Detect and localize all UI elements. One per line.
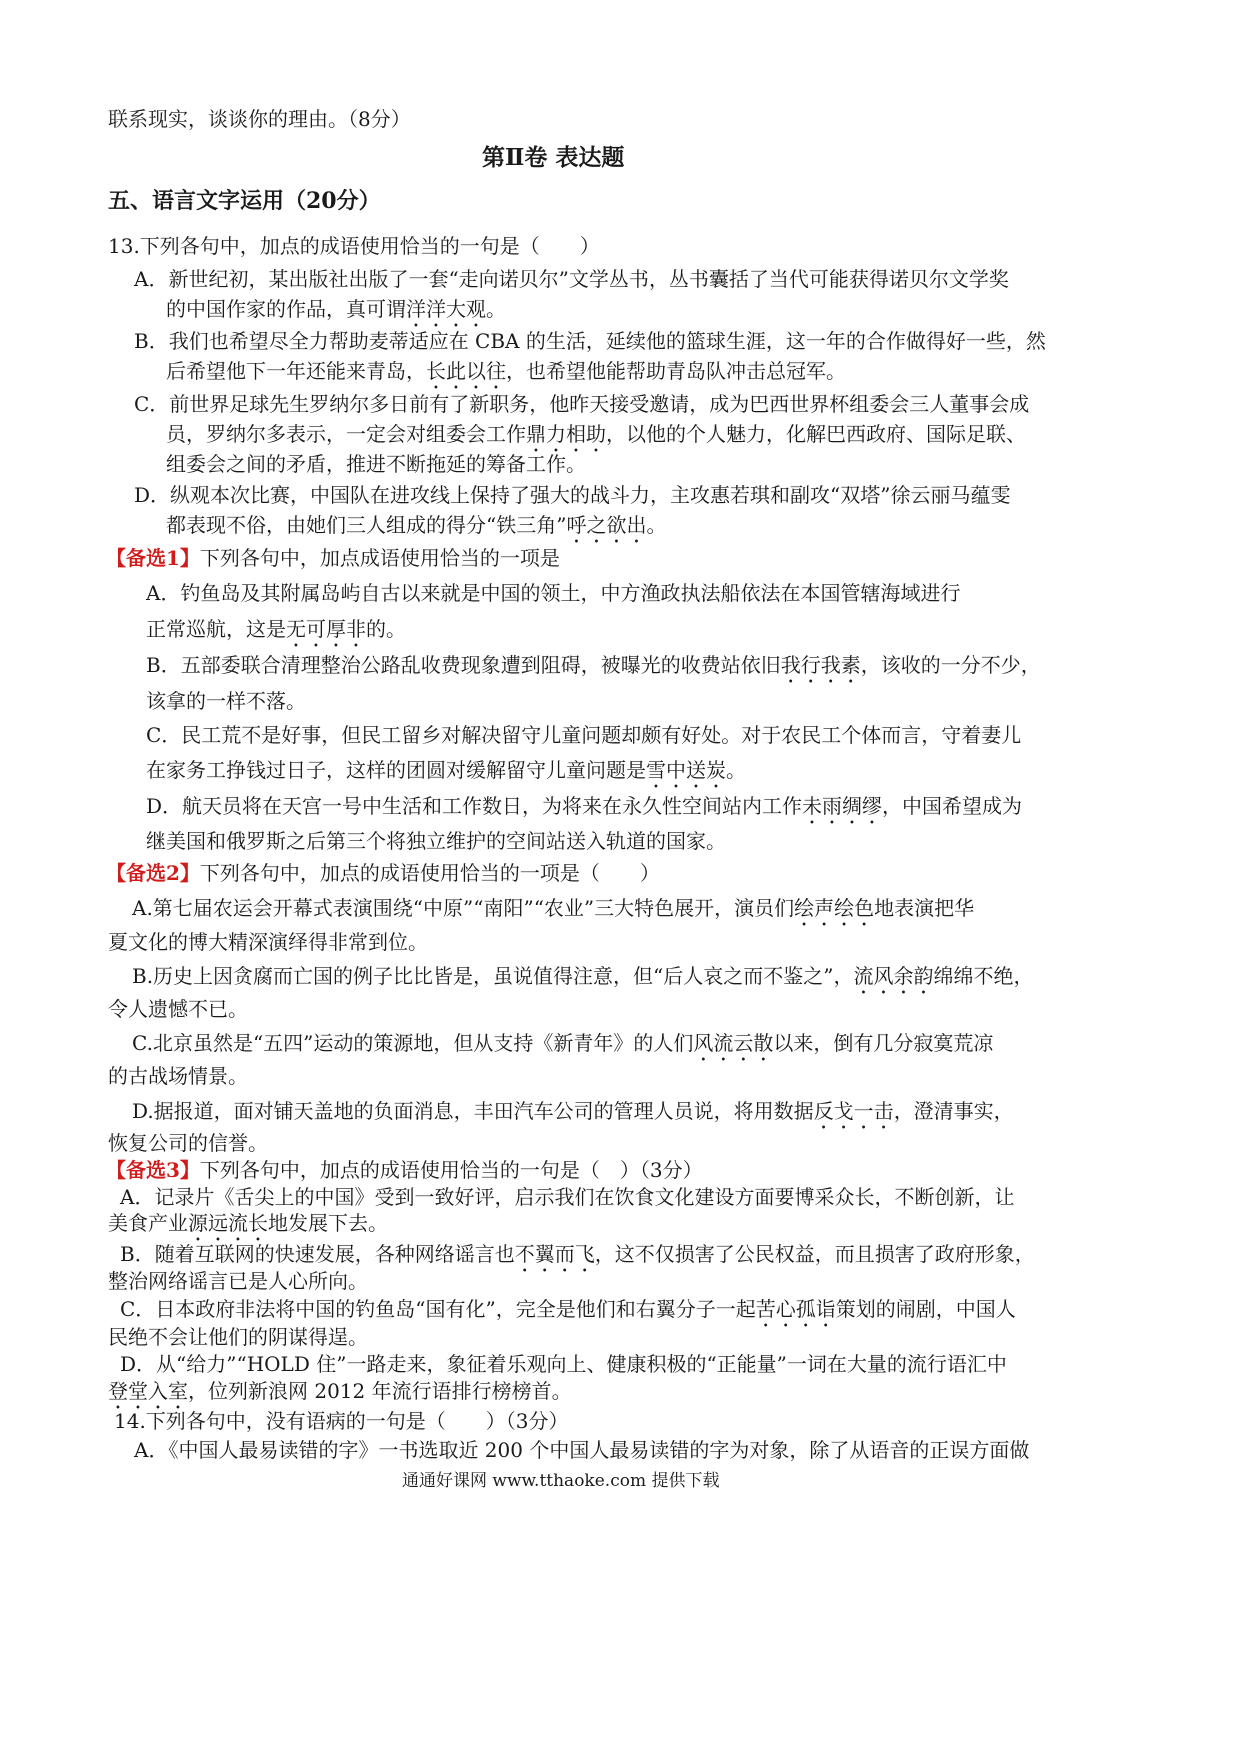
dotted-idiom: 未雨绸缪 xyxy=(802,794,883,818)
q13-option-c-line1: C．前世界足球先生罗纳尔多日前有了新职务，他昨天接受邀请，成为巴西世界杯组委会三人董事会成 xyxy=(134,392,1030,416)
alt3-option-d-line1: D．从“给力”“HOLD 住”一路走来，象征着乐观向上、健康积极的“正能量”一词在大量的流行语汇中 xyxy=(120,1352,1007,1376)
alt2-option-b-line2: 令人遗憾不已。 xyxy=(108,997,248,1021)
alt2-option-b-line1: B.历史上因贪腐而亡国的例子比比皆是，虽说值得注意，但“后人哀之而不鉴之”，流风余韵绵绵不绝， xyxy=(132,964,1034,988)
dotted-idiom: 反戈一击 xyxy=(813,1099,894,1123)
part5-heading: 五、语言文字运用（20分） xyxy=(108,188,381,214)
alt2-option-a-line2: 夏文化的博大精深演绎得非常到位。 xyxy=(108,930,428,954)
alt2-option-c-line1: C.北京虽然是“五四”运动的策源地，但从支持《新青年》的人们风流云散以来，倒有几分寂寞荒凉 xyxy=(132,1031,994,1055)
alt2-stem: 【备选2】下列各句中，加点的成语使用恰当的一项是（ ） xyxy=(106,861,660,885)
dotted-idiom: 洋洋大观 xyxy=(406,297,486,321)
alt3-option-d-line2: 登堂入室，位列新浪网 2012 年流行语排行榜榜首。 xyxy=(108,1379,572,1403)
dotted-idiom: 绘声绘色 xyxy=(794,896,875,920)
q14-stem: 14.下列各句中，没有语病的一句是（ ）（3分） xyxy=(114,1409,569,1433)
q13-option-b-line2: 后希望他下一年还能来青岛，长此以往，也希望他能帮助青岛队冲击总冠军。 xyxy=(166,359,846,383)
alt1-option-d-line2: 继美国和俄罗斯之后第三个将独立维护的空间站送入轨道的国家。 xyxy=(146,829,726,853)
dotted-idiom: 雪中送炭 xyxy=(646,758,726,782)
q13-option-a-line1: A．新世纪初，某出版社出版了一套“走向诺贝尔”文学丛书，丛书囊括了当代可能获得诺贝尔文学奖 xyxy=(134,267,1009,291)
q13-option-b-line1: B．我们也希望尽全力帮助麦蒂适应在 CBA 的生活，延续他的篮球生涯，这一年的合作做得好一些，然 xyxy=(134,329,1046,353)
dotted-idiom: 呼之欲出 xyxy=(566,513,647,537)
alt2-option-d-line2: 恢复公司的信誉。 xyxy=(108,1131,268,1155)
alt1-option-c-line1: C．民工荒不是好事，但民工留乡对解决留守儿童问题却颇有好处。对于农民工个体而言，守着妻儿 xyxy=(146,723,1022,747)
dotted-idiom: 鼎力相助 xyxy=(526,422,606,446)
alt1-option-a-line2: 正常巡航，这是无可厚非的。 xyxy=(146,617,406,641)
dotted-idiom: 我行我素 xyxy=(780,653,861,677)
dotted-idiom: 流风余韵 xyxy=(853,964,934,988)
q13-option-c-line3: 组委会之间的矛盾，推进不断拖延的筹备工作。 xyxy=(166,452,586,476)
dotted-idiom: 源远流长 xyxy=(188,1211,268,1235)
q13-option-d-line2: 都表现不俗，由她们三人组成的得分“铁三角”呼之欲出。 xyxy=(166,513,667,537)
alt1-option-b-line1: B．五部委联合清理整治公路乱收费现象遭到阻碍，被曝光的收费站依旧我行我素，该收的一分不少， xyxy=(146,653,1041,677)
alt1-option-b-line2: 该拿的一样不落。 xyxy=(146,689,306,713)
section-title: 第Ⅱ卷 表达题 xyxy=(482,144,625,171)
q13-option-d-line1: D．纵观本次比赛，中国队在进攻线上保持了强大的战斗力，主攻惠若琪和副攻“双塔”徐云丽马蕴雯 xyxy=(134,483,1011,507)
q13-option-c-line2: 员，罗纳尔多表示，一定会对组委会工作鼎力相助，以他的个人魅力，化解巴西政府、国际足联、 xyxy=(166,422,1026,446)
alt1-stem: 【备选1】下列各句中，加点成语使用恰当的一项是 xyxy=(106,546,560,570)
alt3-option-c-line1: C．日本政府非法将中国的钓鱼岛“国有化”，完全是他们和右翼分子一起苦心孤诣策划的闹剧，中国人 xyxy=(120,1297,1016,1321)
dotted-idiom: 不翼而飞 xyxy=(514,1242,595,1266)
dotted-idiom: 长此以往 xyxy=(426,359,506,383)
alt3-option-a-line1: A．记录片《舌尖上的中国》受到一致好评，启示我们在饮食文化建设方面要博采众长，不断创新，让 xyxy=(120,1185,1015,1209)
alt3-option-b-line1: B．随着互联网的快速发展，各种网络谣言也不翼而飞，这不仅损害了公民权益，而且损害了政府形象， xyxy=(120,1242,1035,1266)
alt3-option-a-line2: 美食产业源远流长地发展下去。 xyxy=(108,1211,388,1235)
alt3-option-c-line2: 民绝不会让他们的阴谋得逞。 xyxy=(108,1325,368,1349)
q14-option-a-line1: A．《中国人最易读错的字》一书选取近 200 个中国人最易读错的字为对象，除了从语音的正误方面做 xyxy=(134,1438,1030,1462)
alt2-tag: 【备选2】 xyxy=(106,861,200,885)
alt2-option-c-line2: 的古战场情景。 xyxy=(108,1064,248,1088)
dotted-idiom: 风流云散 xyxy=(693,1031,774,1055)
alt1-option-a-line1: A．钓鱼岛及其附属岛屿自古以来就是中国的领土，中方渔政执法船依法在本国管辖海域进行 xyxy=(146,581,961,605)
alt1-option-c-line2: 在家务工挣钱过日子，这样的团圆对缓解留守儿童问题是雪中送炭。 xyxy=(146,758,746,782)
dotted-idiom: 苦心孤诣 xyxy=(755,1297,836,1321)
alt1-option-d-line1: D．航天员将在天宫一号中生活和工作数日，为将来在永久性空间站内工作未雨绸缪，中国希望成为 xyxy=(146,794,1023,818)
alt3-tag: 【备选3】 xyxy=(106,1158,200,1182)
dotted-idiom: 无可厚非 xyxy=(286,617,366,641)
alt3-option-b-line2: 整治网络谣言已是人心所向。 xyxy=(108,1269,368,1293)
alt3-stem: 【备选3】下列各句中，加点的成语使用恰当的一句是（ ）（3分） xyxy=(106,1158,703,1182)
alt2-option-a-line1: A.第七届农运会开幕式表演围绕“中原”“南阳”“农业”三大特色展开，演员们绘声绘色地表演把华 xyxy=(132,896,975,920)
q13-option-a-line2: 的中国作家的作品，真可谓洋洋大观。 xyxy=(166,297,506,321)
dotted-idiom: 登堂入室 xyxy=(108,1379,188,1403)
alt1-tag: 【备选1】 xyxy=(106,546,200,570)
q13-stem: 13.下列各句中，加点的成语使用恰当的一句是（ ） xyxy=(108,234,600,258)
alt2-option-d-line1: D.据报道，面对铺天盖地的负面消息，丰田汽车公司的管理人员说，将用数据反戈一击，澄清事实， xyxy=(132,1099,1014,1123)
page-footer: 通通好课网 www.tthaoke.com 提供下载 xyxy=(402,1471,720,1491)
intro-line: 联系现实，谈谈你的理由。（8分） xyxy=(108,107,411,131)
